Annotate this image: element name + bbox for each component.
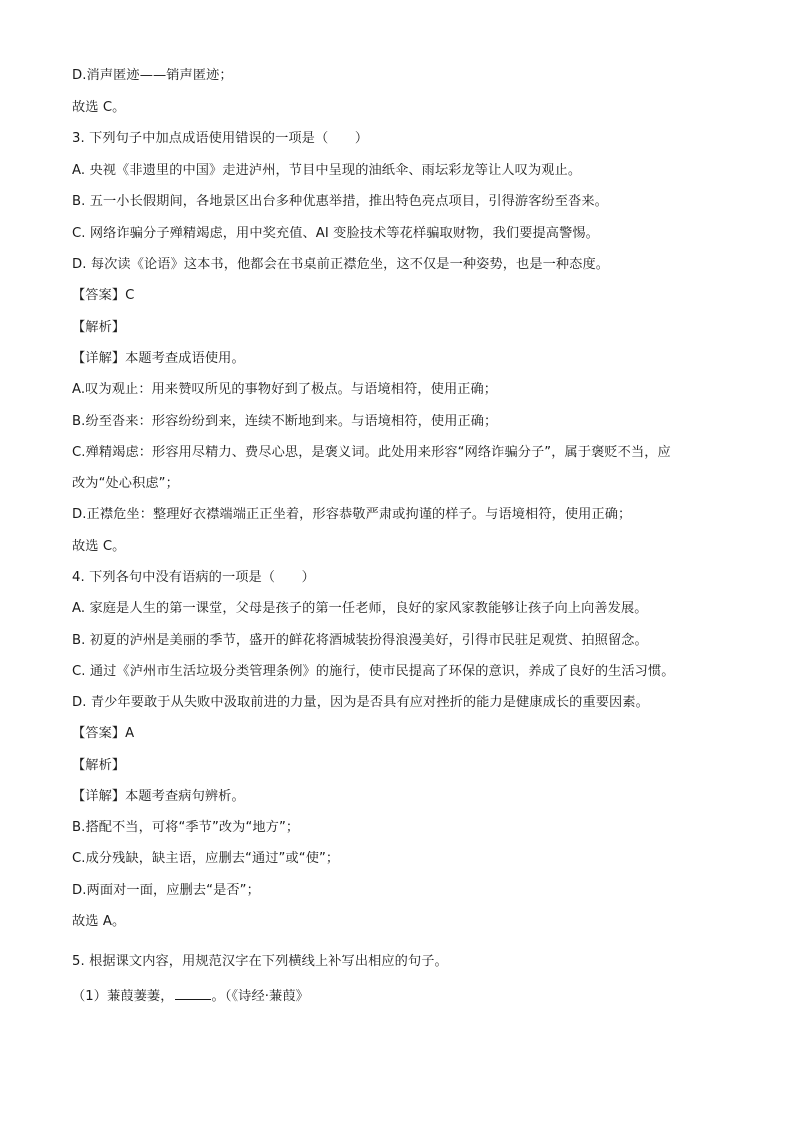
conclusion: 故选 A。 (72, 914, 126, 929)
option-c: C. 通过《泸州市生活垃圾分类管理条例》的施行，使市民提高了环保的意识，养成了良好的生活习惯。 (72, 664, 675, 679)
conclusion: 故选 C。 (72, 539, 126, 554)
option-d: D. 青少年要敢于从失败中汲取前进的力量，因为是否具有应对挫折的能力是健康成长的重要因素。 (72, 695, 649, 710)
detail-d: D.正襟危坐：整理好衣襟端端正正坐着，形容恭敬严肃或拘谨的样子。与语境相符，使用正确； (72, 507, 632, 522)
analysis-label: 【解析】 (72, 320, 126, 335)
option-c: C. 网络诈骗分子殚精竭虑，用中奖充值、AI 变脸技术等花样骗取财物，我们要提高警惕。 (72, 226, 599, 241)
detail-c: C.成分残缺，缺主语，应删去“通过”或“使”； (72, 851, 340, 866)
text-line: 故选 C。 (72, 100, 126, 115)
detail-b: B.纷至沓来：形容纷纷到来，连续不断地到来。与语境相符，使用正确； (72, 414, 498, 429)
option-b: B. 五一小长假期间，各地景区出台多种优惠举措，推出特色亮点项目，引得游客纷至沓来。 (72, 194, 608, 209)
option-b: B. 初夏的泸州是美丽的季节，盛开的鲜花将酒城装扮得浪漫美好，引得市民驻足观赏、拍照留念。 (72, 633, 648, 648)
detail-a: A.叹为观止：用来赞叹所见的事物好到了极点。与语境相符，使用正确； (72, 382, 498, 397)
detail-intro: 【详解】本题考查病句辨析。 (72, 789, 245, 804)
fill-in-suffix: 。（《诗经·蒹葭》 (211, 989, 309, 1004)
detail-b: B.搭配不当，可将“季节”改为“地方”； (72, 820, 300, 835)
answer-label: 【答案】C (72, 288, 135, 303)
detail-c: C.殚精竭虑：形容用尽精力、费尽心思，是褒义词。此处用来形容“网络诈骗分子”，属于褒贬不当，应 (72, 445, 671, 460)
option-a: A. 家庭是人生的第一课堂，父母是孩子的第一任老师，良好的家风家教能够让孩子向上向善发展。 (72, 601, 648, 616)
text-line: D.消声匿迹——销声匿迹； (72, 68, 233, 83)
option-a: A. 央视《非遗里的中国》走进泸州，节目中呈现的油纸伞、雨坛彩龙等让人叹为观止。 (72, 163, 582, 178)
detail-d: D.两面对一面，应删去“是否”； (72, 883, 260, 898)
question-4-stem: 4. 下列各句中没有语病的一项是（ ） (72, 570, 315, 585)
fill-in-prefix: （1）蒹葭萋萋， (72, 989, 174, 1004)
question-5-stem: 5. 根据课文内容，用规范汉字在下列横线上补写出相应的句子。 (72, 954, 448, 969)
option-d: D. 每次读《论语》这本书，他都会在书桌前正襟危坐，这不仅是一种姿势，也是一种态度。 (72, 257, 610, 272)
detail-intro: 【详解】本题考查成语使用。 (72, 351, 245, 366)
question-3-stem: 3. 下列句子中加点成语使用错误的一项是（ ） (72, 131, 369, 146)
analysis-label: 【解析】 (72, 758, 126, 773)
answer-blank (175, 985, 211, 1000)
answer-label: 【答案】A (72, 726, 135, 741)
detail-c-continued: 改为“处心积虑”； (72, 476, 179, 491)
fill-in-item-1 (72, 985, 732, 1007)
